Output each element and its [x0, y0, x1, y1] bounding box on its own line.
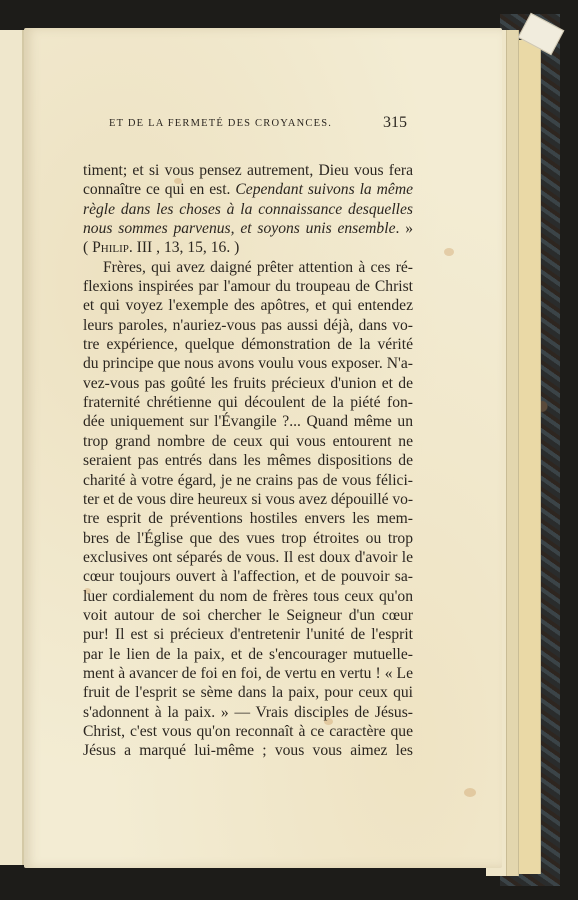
text-segment: vez-vous pas goûté les fruits précieux d'union et de	[83, 374, 413, 392]
text-line	[83, 722, 413, 741]
text-line	[83, 354, 413, 373]
page-number: 315	[383, 114, 407, 131]
text-segment: du principe que nous avons voulu vous exposer. N'a-	[83, 355, 413, 373]
text-segment: fruit de l'esprit se sème dans la paix, pour ceux qui	[83, 684, 413, 702]
text-line	[83, 683, 413, 702]
text-line	[83, 741, 413, 760]
text-segment: trop grand nombre de ceux qui vous entourent ne	[83, 432, 413, 450]
text-line	[83, 471, 413, 490]
text-segment: Frères, qui avez daigné prêter attention à ces ré-	[103, 258, 413, 276]
text-segment: fraternité chrétienne qui découlent de la piété fon-	[83, 394, 413, 412]
text-segment: charité à votre égard, je ne crains pas de vous félici-	[83, 471, 413, 489]
text-segment: nous sommes parvenus, et soyons unis ensemble	[83, 220, 396, 238]
text-line	[83, 567, 413, 586]
text-line	[83, 548, 413, 567]
text-line	[83, 606, 413, 625]
text-segment: tre esprit de préventions hostiles envers les mem-	[83, 510, 413, 528]
text-segment: exclusives ont séparés de vous. Il est doux d'avoir le	[83, 548, 413, 566]
text-segment: Cependant suivons la même	[235, 181, 413, 199]
text-line	[83, 625, 413, 644]
running-title: ET DE LA FERMETÉ DES CROYANCES.	[109, 118, 333, 129]
text-segment: Christ, c'est vous qu'on reconnaît à ce caractère que	[83, 722, 413, 740]
text-segment: cœur toujours ouvert à l'affection, et de pouvoir sa-	[83, 568, 413, 586]
left-page-edge	[0, 30, 24, 865]
text-line	[83, 258, 413, 277]
text-line	[83, 316, 413, 335]
text-segment: . »	[395, 220, 414, 238]
text-line	[83, 587, 413, 606]
text-line	[83, 432, 413, 451]
text-segment: ter et de vous dire heureux si vous avez dépouillé vo-	[83, 490, 413, 508]
text-line	[83, 200, 413, 219]
text-segment: Jésus a marqué lui-même ; vous vous aimez les	[83, 742, 413, 760]
text-line	[83, 277, 413, 296]
text-line	[83, 529, 413, 548]
text-line	[83, 703, 413, 722]
text-segment: dée uniquement sur l'Évangile ?... Quand même un	[83, 413, 413, 431]
page-edge	[516, 40, 541, 874]
text-segment: tre expérience, quelque démonstration de la vérité	[83, 336, 413, 354]
page-header	[109, 114, 409, 134]
text-segment: pur! Il est si précieux d'entretenir l'unité de l'esprit	[83, 626, 413, 644]
text-line	[83, 180, 413, 199]
text-line	[83, 393, 413, 412]
text-segment: connaître ce qui en est.	[83, 181, 236, 199]
text-line	[83, 219, 413, 238]
book-page	[24, 28, 502, 868]
text-line	[83, 238, 413, 257]
text-segment: timent; et si vous pensez autrement, Dieu vous fera	[83, 162, 413, 179]
text-segment: et qui voyez l'exemple des apôtres, et qui entendez	[83, 297, 413, 315]
text-line	[83, 412, 413, 431]
text-line	[83, 509, 413, 528]
text-segment: s'adonnent à la paix. » — Vrais disciples de Jésus-	[83, 703, 413, 721]
text-line	[83, 161, 413, 180]
text-segment: flexions inspirées par l'amour du troupeau de Christ	[83, 278, 413, 296]
text-segment: Philip	[92, 239, 129, 257]
text-line	[83, 645, 413, 664]
text-segment: leurs paroles, n'auriez-vous pas aussi déjà, dans vo-	[83, 316, 413, 334]
text-segment: luer cordialement du nom de frères tous ceux qu'on	[83, 587, 413, 605]
text-segment: (	[83, 239, 93, 257]
text-segment: seraient pas entrés dans les mêmes dispositions de	[83, 452, 413, 470]
text-line	[83, 335, 413, 354]
text-line	[83, 374, 413, 393]
text-segment: bres de l'Église que des vues trop étroites ou trop	[83, 529, 413, 547]
text-segment: règle dans les choses à la connaissance desquelles	[83, 200, 413, 218]
text-line	[83, 664, 413, 683]
body-text	[83, 161, 413, 761]
text-segment: ment à avancer de foi en foi, de vertu en vertu ! « Le	[83, 664, 413, 682]
text-line	[83, 296, 413, 315]
text-line	[83, 451, 413, 470]
text-segment: par le lien de la paix, et de s'encourager mutuelle-	[83, 645, 413, 663]
text-line	[83, 490, 413, 509]
text-segment: . III , 13, 15, 16. )	[128, 239, 240, 257]
text-segment: voit autour de soi chercher le Seigneur d'un cœur	[83, 606, 413, 624]
